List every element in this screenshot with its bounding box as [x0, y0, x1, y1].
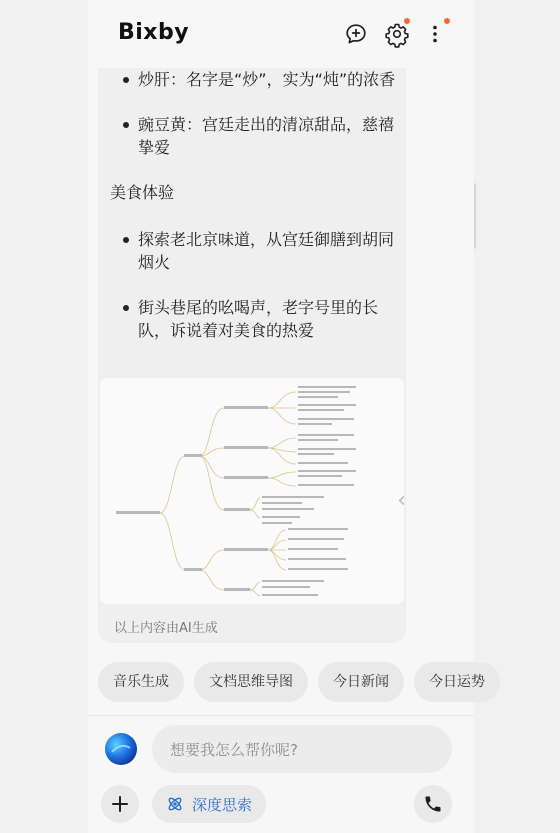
phone-icon — [423, 794, 443, 814]
bottom-bullet-list — [110, 228, 400, 342]
message-input-placeholder: 想要我怎么帮你呢? — [170, 741, 298, 759]
response-card — [98, 20, 406, 643]
settings-icon — [385, 22, 409, 46]
ai-generated-note: 以上内容由AI生成 — [114, 621, 218, 636]
left-backdrop — [0, 0, 88, 833]
add-button[interactable] — [101, 785, 139, 823]
plus-icon — [110, 794, 130, 814]
call-button[interactable] — [414, 785, 452, 823]
list-item: 豌豆黄：宫廷走出的清凉甜品，慈禧挚爱 — [110, 113, 400, 159]
more-options-button[interactable] — [421, 20, 449, 48]
settings-button[interactable] — [383, 20, 411, 48]
deep-think-label: 深度思索 — [192, 795, 253, 814]
response-content — [110, 68, 400, 364]
section-title: 美食体验 — [110, 183, 175, 202]
settings-notification-dot — [404, 18, 410, 24]
chat-plus-icon — [344, 22, 368, 46]
chevron-left-icon[interactable]: ‹ — [397, 488, 406, 513]
more-vertical-icon — [423, 22, 447, 46]
right-backdrop — [474, 0, 560, 833]
bixby-orb-icon — [104, 732, 138, 766]
suggestion-chips — [98, 662, 510, 704]
message-input[interactable] — [152, 725, 452, 773]
mindmap-graphic — [100, 378, 404, 604]
app-header — [88, 0, 474, 68]
mindmap-image[interactable] — [100, 378, 404, 604]
suggestion-chip[interactable]: 今日新闻 — [318, 662, 404, 702]
suggestion-chip[interactable]: 今日运势 — [414, 662, 500, 702]
top-bullet-list — [110, 68, 400, 159]
bixby-avatar[interactable] — [104, 732, 138, 766]
suggestion-chip[interactable]: 文档思维导图 — [194, 662, 308, 702]
atom-icon — [166, 795, 184, 813]
suggestion-chip[interactable]: 音乐生成 — [98, 662, 184, 702]
new-chat-button[interactable] — [342, 20, 370, 48]
divider — [88, 715, 474, 716]
list-item: 炒肝：名字是“炒”，实为“炖”的浓香 — [110, 68, 400, 91]
deep-think-button[interactable] — [152, 785, 266, 823]
more-notification-dot — [444, 18, 450, 24]
list-item: 探索老北京味道，从宫廷御膳到胡同烟火 — [110, 228, 400, 274]
list-item: 街头巷尾的吆喝声，老字号里的长队，诉说着对美食的热爱 — [110, 296, 400, 342]
bixby-app — [88, 0, 485, 833]
app-title: Bixby — [118, 20, 190, 45]
